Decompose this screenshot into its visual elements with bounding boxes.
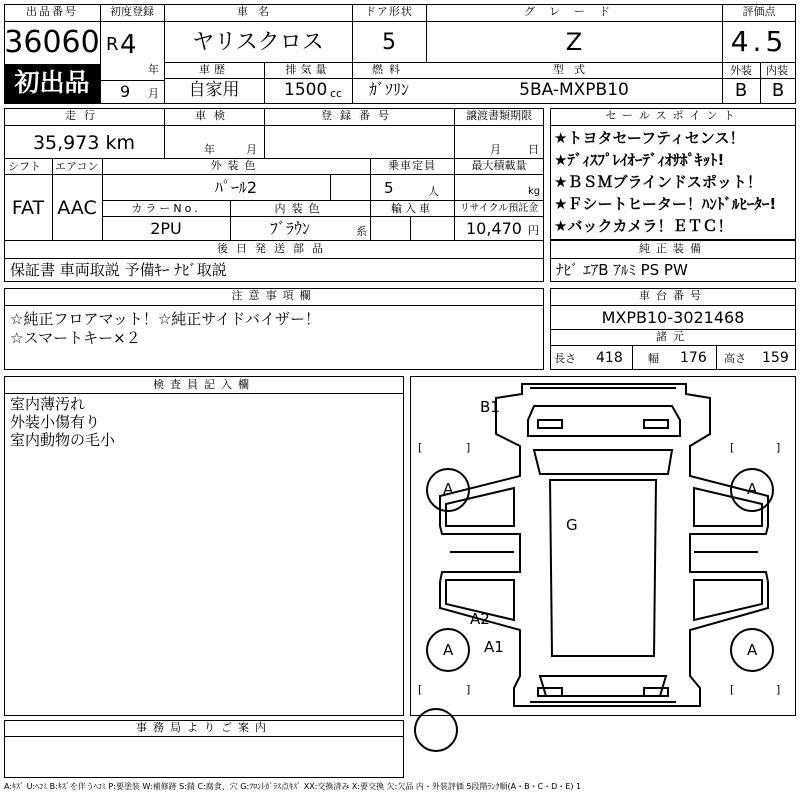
ext-color-value: ﾊﾟｰﾙ2 (214, 178, 258, 197)
capacity-value: 5 (384, 179, 394, 197)
mileage-value: 35,973 km (32, 132, 136, 154)
notes-label: 注意事項欄 (231, 289, 317, 302)
shift-value: FAT (11, 197, 45, 219)
inspector-line: 室内動物の毛小 (10, 431, 116, 449)
bracket-right-bot-r: ] (776, 683, 781, 696)
ac-value: AAC (57, 197, 97, 219)
inspector-label: 検査員記入欄 (153, 378, 255, 391)
chassis-label: 車台番号 (639, 289, 707, 302)
lot-number: 36060 (4, 25, 100, 60)
reg-month: 9 (120, 82, 131, 101)
first-listing-text: 初出品 (14, 68, 90, 97)
damage-mark-tire-fr: A (747, 480, 758, 498)
color-no-label: カラーNo. (131, 202, 201, 215)
transfer-label: 譲渡書類期限 (466, 109, 532, 122)
bracket-left-bot-r: [ (730, 683, 735, 696)
model-label: 型式 (553, 63, 595, 76)
chassis-number: MXPB10-3021468 (601, 308, 745, 327)
transfer-month-unit: 月 (490, 143, 501, 156)
car-name: ヤリスクロス (192, 30, 324, 55)
max-load-unit: kg (528, 186, 541, 197)
width-value: 176 (680, 350, 707, 366)
capacity-label: 乗車定員 (388, 159, 436, 172)
recycle-value: 10,470 (466, 219, 522, 238)
reg-no-label: 登録番号 (321, 109, 397, 122)
grade-label: グレード (524, 5, 624, 18)
sales-point-line: ★Ｆシートヒーター！ﾊﾝﾄﾞﾙﾋｰﾀｰ! (554, 195, 777, 213)
width-label: 幅 (648, 352, 659, 365)
legend-text: A:ｷｽﾞ U:ﾍｺﾐ B:ｷｽﾞを伴うﾍｺﾐ P:要塗装 W:補修跡 S:錆 C:腐食、穴 G:ﾌﾛﾝﾄｶﾞﾗｽ点ｷｽﾞ XX:交換済み X:要交換 欠:欠品 内・外装評価 5段階ﾗﾝｸ順(A・B・C・D・E) 1 (4, 782, 582, 791)
model-value: 5BA-MXPB10 (519, 80, 629, 100)
transfer-day-unit: 日 (528, 143, 539, 156)
equipment-label: 純正装備 (639, 242, 707, 255)
displacement-value: 1500 (284, 80, 328, 100)
shift-label: シフト (8, 160, 41, 173)
fuel-value: ｶﾞｿﾘﾝ (368, 80, 409, 99)
interior-grade-label: 内装 (766, 64, 788, 77)
inspector-line: 外装小傷有り (10, 413, 101, 431)
sales-points-label: セールスポイント (605, 109, 741, 122)
length-value: 418 (596, 350, 623, 366)
int-color-label: 内装色 (274, 202, 326, 215)
equipment-value: ﾅﾋﾞ ｴｱB ｱﾙﾐ PS PW (556, 261, 688, 279)
damage-mark-a1: A1 (484, 638, 504, 656)
int-color-value: ﾌﾞﾗｳﾝ (269, 219, 310, 238)
sales-point-line: ★ﾃﾞｨｽﾌﾟﾚｲｵｰﾃﾞｨｵｻﾎﾟｷｯﾄ! (554, 151, 725, 169)
spare-tire (414, 708, 458, 752)
inspection-month-unit: 月 (246, 143, 257, 156)
inspection-label: 車検 (195, 109, 233, 122)
bracket-left-top: [ (418, 441, 423, 454)
damage-mark-tire-rr: A (747, 641, 758, 659)
ac-label: エアコン (55, 160, 99, 173)
damage-mark-g: G (566, 516, 578, 534)
exterior-grade: B (734, 80, 748, 101)
lot-label: 出品番号 (26, 5, 78, 18)
later-parts-value: 保証書 車両取説 予備ｷｰ ﾅﾋﾞ取説 (10, 261, 227, 279)
length-label: 長さ (554, 352, 576, 365)
recycle-unit: 円 (528, 224, 539, 237)
int-color-suffix: 系 (356, 225, 367, 238)
office-label: 事務局よりご案内 (136, 721, 272, 734)
history-value: 自家用 (188, 80, 240, 100)
interior-grade: B (771, 80, 785, 101)
later-parts-label: 後日発送部品 (217, 242, 331, 255)
bracket-left-bot: [ (418, 683, 423, 696)
max-load-label: 最大積載量 (471, 159, 527, 172)
mileage-label: 走行 (65, 109, 103, 122)
grade-value: Z (565, 28, 583, 56)
displacement-unit: cc (330, 87, 343, 100)
history-label: 車歴 (199, 63, 229, 76)
damage-mark-tire-rl: A (443, 641, 454, 659)
specs-label: 諸元 (656, 330, 690, 343)
damage-mark-tire-fl: A (443, 480, 454, 498)
bracket-right-top: ] (466, 441, 471, 454)
recycle-label: リサイクル預託金 (459, 203, 539, 214)
notes-line: ☆純正フロアマット！☆純正サイドバイザー！ (10, 310, 320, 328)
inspector-line: 室内薄汚れ (10, 395, 86, 413)
reg-year: 4 (120, 30, 137, 60)
sales-point-line: ★バックカメラ！ＥＴＣ！ (554, 217, 733, 235)
bracket-right-top-r: ] (776, 441, 781, 454)
ext-color-label: 外装色 (210, 159, 262, 172)
score-value: 4.5 (730, 25, 788, 58)
sales-point-line: ★トヨタセーフティセンス！ (554, 129, 745, 147)
notes-line: ☆スマートキー×２ (10, 329, 141, 347)
displacement-label: 排気量 (285, 63, 331, 76)
height-label: 高さ (724, 352, 746, 365)
door-label: ドア形状 (365, 5, 413, 18)
damage-mark-b1: B1 (480, 398, 500, 416)
first-reg-label: 初度登録 (110, 5, 154, 18)
bracket-left-top-r: [ (730, 441, 735, 454)
height-value: 159 (762, 350, 789, 366)
era-letter: R (106, 34, 119, 55)
capacity-unit: 人 (428, 185, 439, 198)
exterior-grade-label: 外装 (730, 64, 752, 77)
fuel-label: 燃料 (372, 63, 406, 76)
score-label: 評価点 (742, 5, 776, 18)
inspection-year-unit: 年 (204, 143, 215, 156)
color-no-value: 2PU (150, 219, 182, 238)
sales-point-line: ★ＢＳＭブラインドスポット！ (554, 173, 762, 191)
door-count: 5 (382, 30, 396, 55)
import-label: 輸入車 (391, 202, 433, 215)
bracket-right-bot: ] (466, 683, 471, 696)
reg-year-unit: 年 (148, 63, 159, 76)
damage-mark-a2: A2 (470, 610, 490, 628)
reg-month-unit: 月 (148, 87, 159, 100)
car-name-label: 車名 (237, 5, 279, 18)
